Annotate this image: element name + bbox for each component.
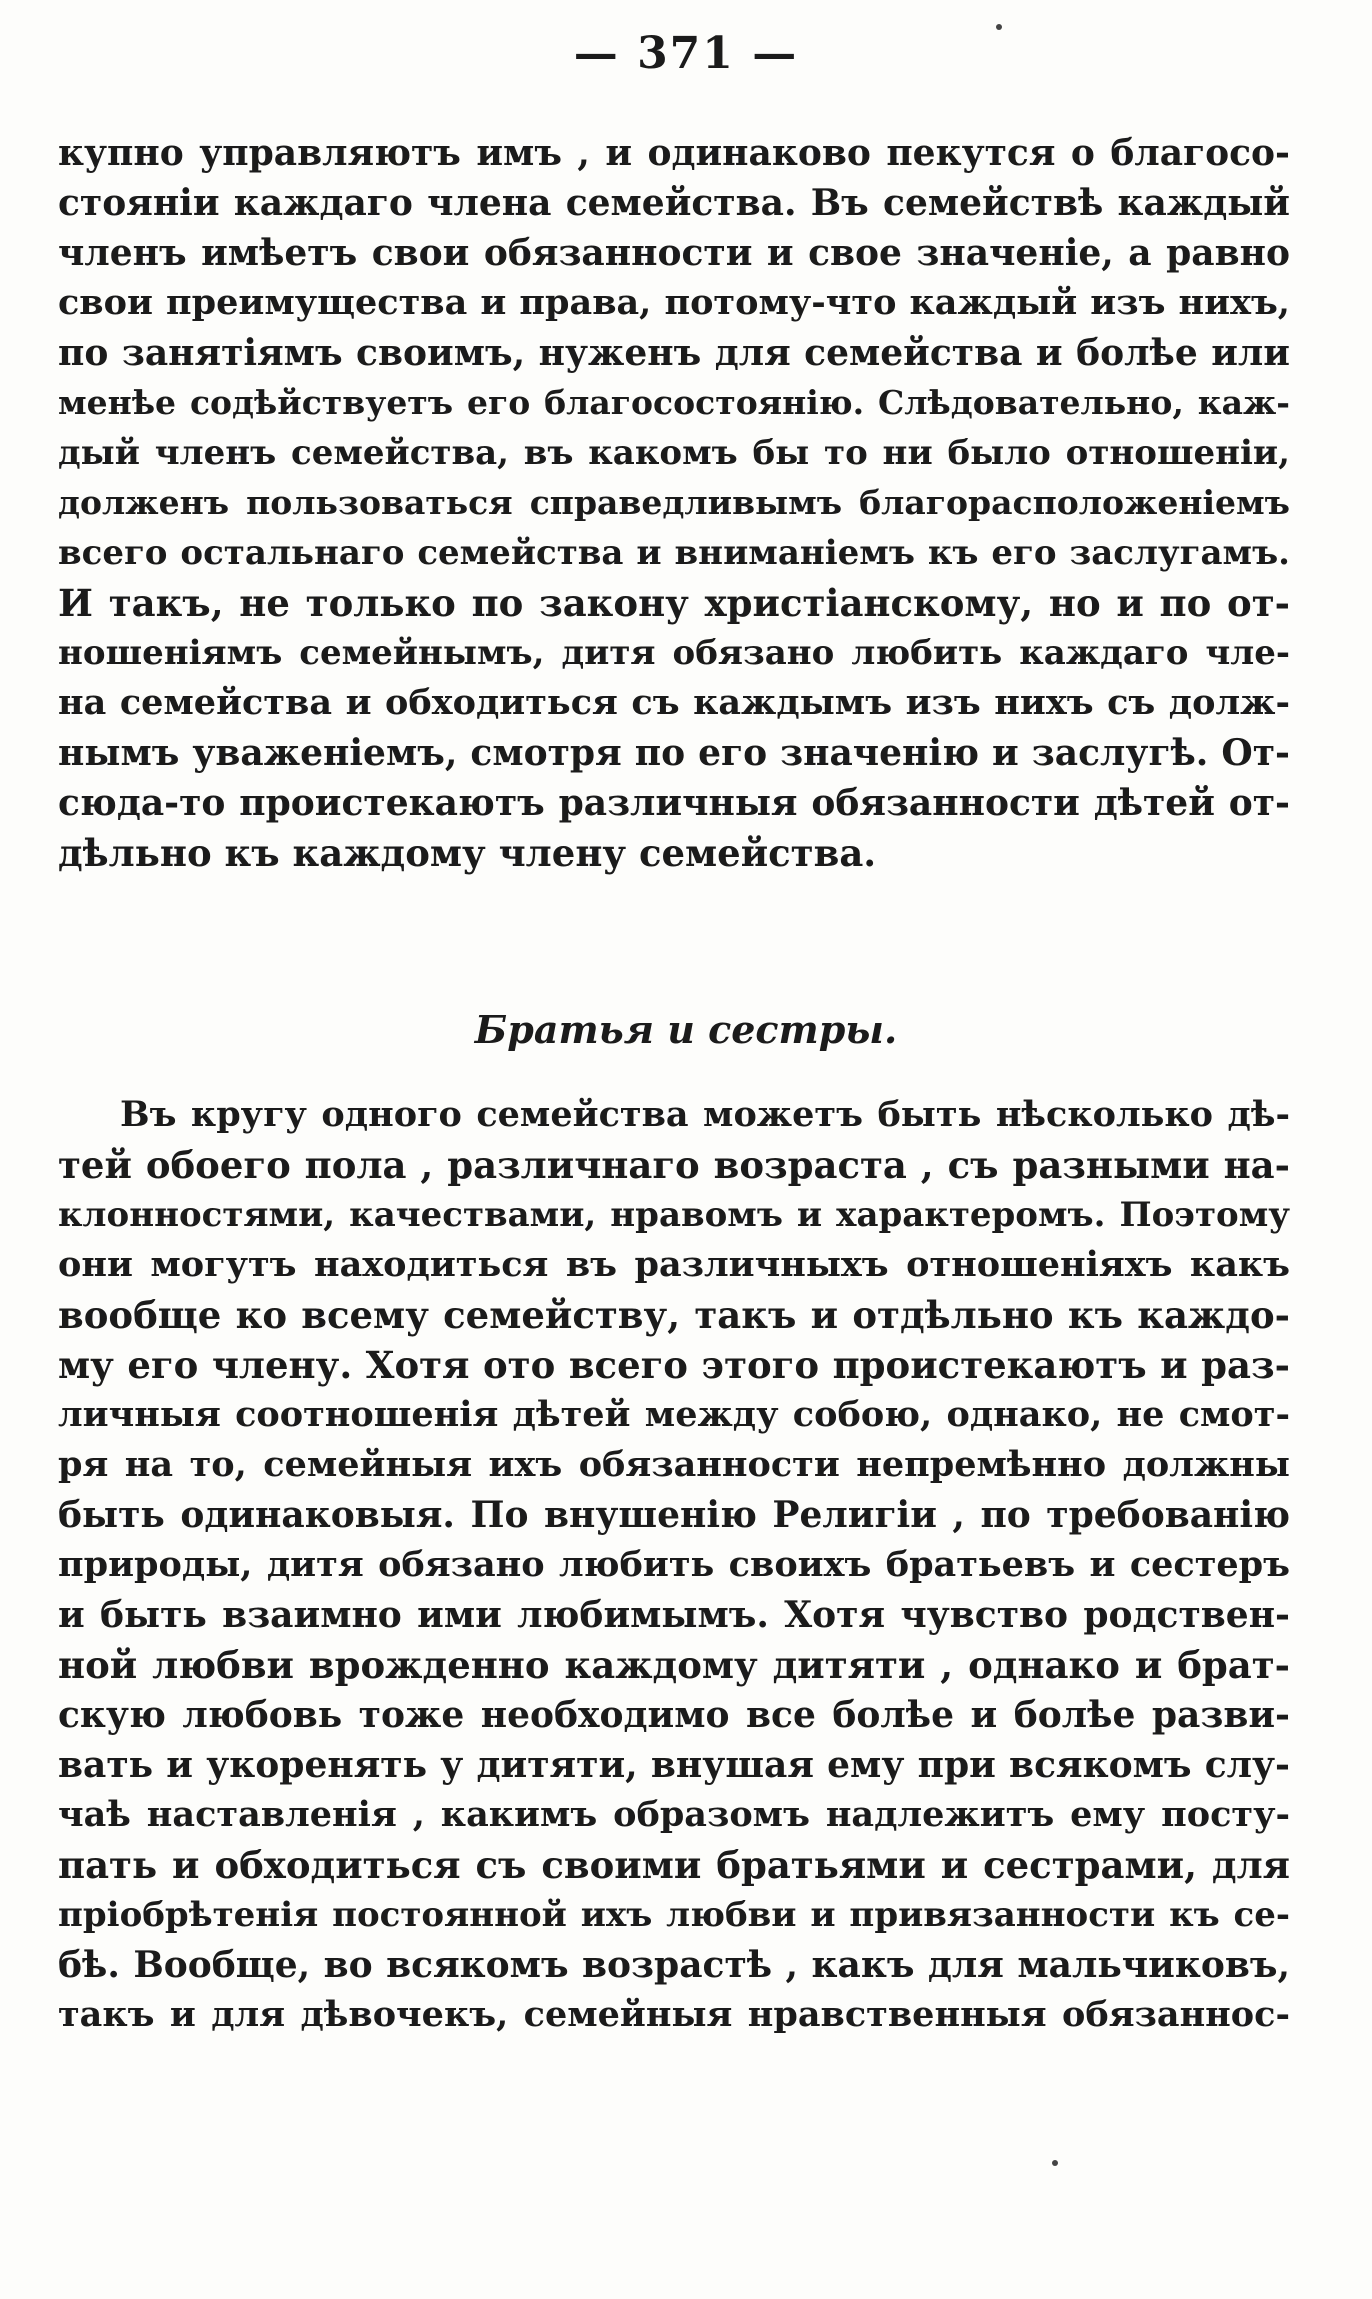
text-line: пріобрѣтенія постоянной ихъ любви и привязанности къ се- (58, 1895, 1290, 1935)
text-line: вать и укоренять у дитяти, внушая ему при всякомъ слу- (58, 1744, 1290, 1786)
paragraph-family-members (58, 128, 1290, 878)
text-line: они могутъ находиться въ различныхъ отношеніяхъ какъ (58, 1244, 1290, 1285)
paragraph-siblings (58, 1090, 1290, 2040)
text-line: такъ и для дѣвочекъ, семейныя нравственныя обязаннос- (58, 1994, 1290, 2035)
text-line: дый членъ семейства, въ какомъ бы то ни было отношеніи, (58, 433, 1290, 473)
text-line: сюда-то проистекаютъ различныя обязанности дѣтей от- (58, 782, 1290, 824)
text-line: менѣе содѣйствуетъ его благосостоянію. Слѣдовательно, каж- (58, 383, 1290, 422)
text-line: всего остальнаго семейства и вниманіемъ къ его заслугамъ. (58, 533, 1290, 573)
text-line: тей обоего пола , различнаго возраста , съ разными на- (58, 1143, 1290, 1187)
text-line: быть одинаковыя. По внушенію Религіи , по требованію (58, 1494, 1290, 1536)
text-line: И такъ, не только по закону христіанскому, но и по от- (58, 581, 1290, 625)
text-line: ря на то, семейныя ихъ обязанности непремѣнно должны (58, 1444, 1290, 1485)
text-line: бѣ. Вообще, во всякомъ возрастѣ , какъ для мальчиковъ, (58, 1944, 1290, 1986)
text-line: личныя соотношенія дѣтей между собою, однако, не смот- (58, 1394, 1290, 1435)
text-line: ношеніямъ семейнымъ, дитя обязано любить каждаго чле- (58, 633, 1290, 673)
text-line: дѣльно къ каждому члену семейства. (58, 831, 877, 875)
text-line: чаѣ наставленія , какимъ образомъ надлежитъ ему посту- (58, 1794, 1290, 1835)
ink-speck (1052, 2160, 1058, 2166)
text-line: свои преимущества и права, потому-что каждый изъ нихъ, (58, 282, 1290, 323)
text-line: пать и обходиться съ своими братьями и сестрами, для (58, 1843, 1290, 1887)
section-heading: Братья и сестры. (474, 1007, 898, 1052)
text-line: му его члену. Хотя ото всего этого проистекаютъ и раз- (58, 1343, 1290, 1387)
ink-speck (996, 24, 1002, 30)
text-line: скую любовь тоже необходимо все болѣе и болѣе разви- (58, 1694, 1290, 1736)
text-line: нымъ уваженіемъ, смотря по его значенію и заслугѣ. От- (58, 732, 1290, 774)
text-line: долженъ пользоваться справедливымъ благорасположеніемъ (58, 483, 1290, 522)
text-line: клонностями, качествами, нравомъ и характеромъ. Поэтому (58, 1195, 1290, 1235)
text-line: членъ имѣетъ свои обязанности и свое значеніе, а равно (58, 232, 1290, 274)
text-line: ной любви врожденно каждому дитяти , однако и брат- (58, 1643, 1290, 1687)
text-line: купно управляютъ имъ , и одинаково пекутся о благосо- (58, 132, 1290, 174)
text-line: стояніи каждаго члена семейства. Въ семействѣ каждый (58, 182, 1290, 224)
text-line: по занятіямъ своимъ, нуженъ для семейства и болѣе или (58, 332, 1290, 374)
text-line: Въ кругу одного семейства можетъ быть нѣсколько дѣ- (120, 1094, 1290, 1135)
text-line: природы, дитя обязано любить своихъ братьевъ и сестеръ (58, 1544, 1290, 1585)
text-line: на семейства и обходиться съ каждымъ изъ нихъ съ долж- (58, 682, 1290, 723)
page-number: — 371 — (573, 28, 799, 79)
text-line: и быть взаимно ими любимымъ. Хотя чувство родствен- (58, 1594, 1290, 1636)
text-line: вообще ко всему семейству, такъ и отдѣльно къ каждо- (58, 1293, 1290, 1337)
